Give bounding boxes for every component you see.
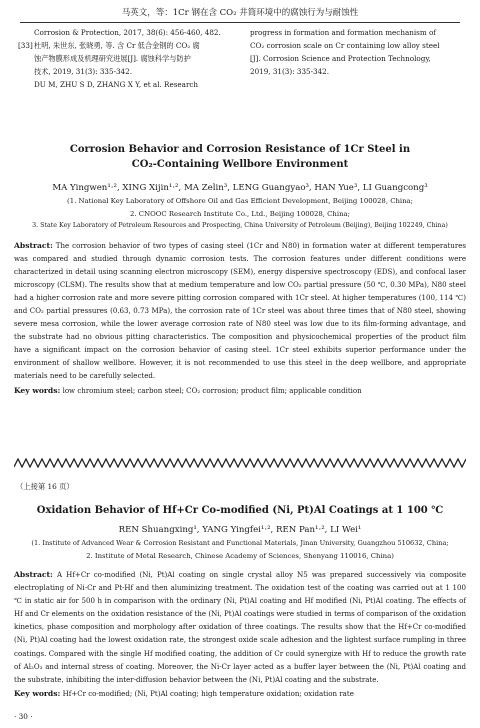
article1-affiliation: (1. National Key Laboratory of Offshore Oil and Gas Efficient Development, Beijing 100028, China; xyxy=(67,197,413,205)
keywords-text: low chromium steel; carbon steel; CO₂ corrosion; product film; applicable condition xyxy=(62,385,362,395)
reference-column-right xyxy=(250,26,478,78)
page-number: · 30 · xyxy=(14,712,33,721)
article1-abstract xyxy=(14,239,466,383)
article2-affiliation: (1. Institute of Advanced Wear & Corrosion Resistant and Functional Materials, Jinan University, Guangzhou 510632, China; xyxy=(31,539,449,547)
reference-list xyxy=(18,26,462,108)
continued-from-note: （上接第 16 页） xyxy=(16,482,74,491)
abstract-text: A Hf+Cr co-modified (Ni, Pt)Al coating on single crystal alloy N5 was prepared successively via composite electroplating of Ni-Cr and Pt-Hf and then aluminizing treatment. The oxidation test of the coating was carried out at 1 100 ℃ in static air for 500 h in comparison with the ordinary (Ni, Pt)Al coating and Hf modified (Ni, Pt)Al coating. The effects of Hf and Cr elements on the oxidation resistance of the (Ni, Pt)Al coatings were studied in terms of comparison of the oxidation kinetics, phase composition and morphology after oxidation of three coatings. The results show that the Hf+Cr co-modified (Ni, Pt)Al coating had the lowest oxidation rate, the strongest oxide scale adhesion and the lightest surface rumpling in three coatings. Compared with the single Hf modified coating, the addition of Cr could synergize with Hf to reduce the growth rate of Al₂O₃ and internal stress of coating. Moreover, the Ni-Cr layer acted as a buffer layer between the (Ni, Pt)Al coating and the substrate, inhibiting the inter-diffusion behavior between the (Ni, Pt)Al coating and the substrate. xyxy=(14,570,466,684)
article1-authors: MA Yingwen¹·², XING Xijin¹·², MA Zelin³, LENG Guangyao³, HAN Yue³, LI Guangcong³ xyxy=(52,183,428,193)
reference-line: Corrosion & Protection, 2017, 38(6): 456-460, 482. xyxy=(34,28,221,37)
article2-affiliation: 2. Institute of Metal Research, Chinese Academy of Sciences, Shenyang 110016, China) xyxy=(86,551,394,560)
article2-keywords xyxy=(14,687,466,700)
abstract-label: Abstract: xyxy=(14,570,53,579)
english-abstract-article1 xyxy=(14,142,466,397)
english-abstract-article2 xyxy=(14,503,466,700)
article2-abstract xyxy=(14,568,466,686)
keywords-label: Key words: xyxy=(14,385,61,395)
zigzag-divider xyxy=(14,458,466,468)
reference-line: DU M, ZHU S D, ZHANG X Y, et al. Research xyxy=(34,80,199,89)
reference-line: progress in formation and formation mechanism of xyxy=(250,28,436,37)
article1-affiliation: 3. State Key Laboratory of Petroleum Resources and Prospecting, China University of Petroleum (Beijing), Beijing 102249, China) xyxy=(32,222,448,229)
reference-line: 2019, 31(3): 335-342. xyxy=(250,67,330,76)
article1-affiliation: 2. CNOOC Research Institute Co., Ltd., Beijing 100028, China; xyxy=(130,209,350,218)
reference-line: CO₂ corrosion scale on Cr containing low alloy steel xyxy=(250,41,440,50)
reference-line: 蚀产物膜形成及机理研究进展[J]. 腐蚀科学与防护 xyxy=(34,54,191,63)
article2-authors: REN Shuangxing¹, YANG Yingfei¹·², REN Pan¹·², LI Wei¹ xyxy=(118,525,362,535)
article1-keywords xyxy=(14,384,466,397)
abstract-text: The corrosion behavior of two types of casing steel (1Cr and N80) in formation water at different temperatures was compared and studied through dynamic corrosion tests. The corrosion features under different conditions were characterized in detail using scanning electron microscopy (SEM), energy dispersive spectroscopy (EDS), and confocal laser microscopy (CLSM). The results show that at medium temperature and low CO₂ partial pressure (50 ℃, 0.30 MPa), N80 steel had a higher corrosion rate and more severe pitting corrosion compared with 1Cr steel. At higher temperatures (100, 114 ℃) and CO₂ partial pressures (0.63, 0.73 MPa), the corrosion rate of 1Cr steel was about three times that of N80 steel, showing severe mesa corrosion, while the lower average corrosion rate of N80 steel was low due to its film-forming advantage, and the substrate had no obvious pitting characteristics. The composition and physicochemical properties of the product film have a significant impact on the corrosion behavior of casing steel. 1Cr steel exhibits superior performance under the environment of shallow wellbore. However, it is not recommended to use this steel in the deep wellbore, and appropriate materials need to be carefully selected. xyxy=(14,240,466,381)
article1-title: Corrosion Behavior and Corrosion Resistance of 1Cr Steel in CO₂-Containing Wellbore Environment xyxy=(69,144,411,170)
reference-line: [J]. Corrosion Science and Protection Technology, xyxy=(250,54,431,63)
running-header: 马英文，等：1Cr 钢在含 CO₂ 井筒环境中的腐蚀行为与耐蚀性 xyxy=(20,4,460,23)
keywords-text: Hf+Cr co-modified; (Ni, Pt)Al coating; high temperature oxidation; oxidation rate xyxy=(62,688,354,698)
reference-number: [33] xyxy=(18,41,33,50)
reference-column-left xyxy=(18,26,236,91)
keywords-label: Key words: xyxy=(14,688,61,698)
article2-title: Oxidation Behavior of Hf+Cr Co-modified (Ni, Pt)Al Coatings at 1 100 ℃ xyxy=(36,505,444,516)
abstract-label: Abstract: xyxy=(14,240,53,250)
reference-line: 技术, 2019, 31(3): 335-342. xyxy=(34,67,132,76)
reference-line: [33]杜明, 朱世东, 张晓勇, 等. 含 Cr 低合金钢的 CO₂ 腐 xyxy=(18,41,200,50)
